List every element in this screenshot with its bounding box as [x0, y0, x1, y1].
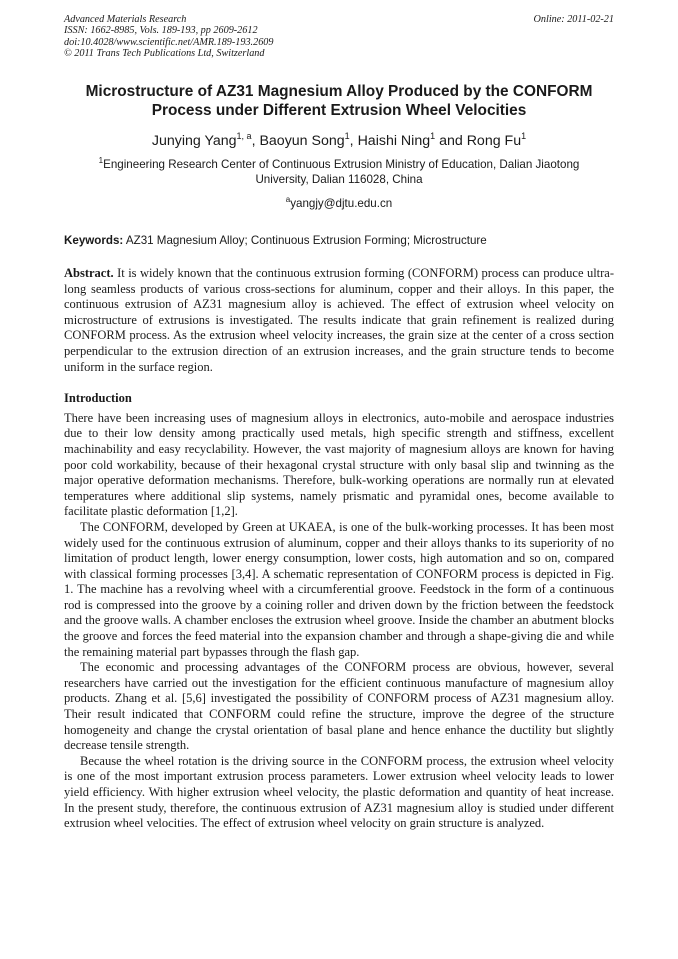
journal-name: Advanced Materials Research: [64, 14, 187, 25]
author-separator: ,: [251, 133, 260, 149]
section-heading-introduction: Introduction: [64, 391, 132, 406]
keywords: [64, 233, 614, 248]
affiliation: [64, 157, 614, 187]
abstract: [64, 266, 614, 375]
keywords-label: Keywords:: [64, 234, 124, 247]
author-name: Baoyun Song: [259, 133, 345, 149]
author-name: Haishi Ning: [357, 133, 431, 149]
author-name: Rong Fu: [466, 133, 522, 149]
abstract-label: Abstract.: [64, 266, 114, 280]
email-mark: a: [285, 195, 291, 204]
affiliation-text: Engineering Research Center of Continuous Extrusion Ministry of Education, Dalian Jiaotong University, Dalian 116028, China: [103, 158, 580, 186]
paper-page: [64, 14, 614, 832]
affiliation-mark: 1: [98, 156, 104, 165]
email-address: yangjy@djtu.edu.cn: [290, 197, 393, 210]
body-paragraph: There have been increasing uses of magnesium alloys in electronics, auto-mobile and aerospace industries due to their low density among practically used metals, high specific strength and stiffness, excellent machinability and easy recyclability. However, the vast majority of magnesium alloys are known for having poor cold workability, because of their hexagonal crystal structure with only basal slip and twinning as the major operative deformation mechanisms. Therefore, bulk-working operations are normally run at elevated temperatures where additional slip systems, namely prismatic and pyramidal ones, become available to facilitate plastic deformation [1,2].: [64, 410, 614, 519]
author-separator: ,: [349, 133, 358, 149]
journal-header: [64, 14, 614, 64]
body-paragraph: The CONFORM, developed by Green at UKAEA, is one of the bulk-working processes. It has been most widely used for the continuous extrusion of aluminum, copper and their alloys thanks to its superiority of no limitation of product length, lower energy consumption, lower costs, high automation and so on, compared with classical forming processes [3,4]. A schematic representation of CONFORM process is depicted in Fig. 1. The machine has a revolving wheel with a circumferential groove. Feedstock in the form of a continuous rod is compressed into the groove by a coining roller and driven down by the friction between the feedstock and the groove walls. A chamber encloses the extrusion wheel groove. Inside the chamber an abutment blocks the groove and forces the feed material into the expansion chamber and through a shape-giving die and while the remaining material part bypasses through the flash gap.: [64, 519, 614, 659]
issn-line: ISSN: 1662-8985, Vols. 189-193, pp 2609-2612: [64, 25, 258, 37]
journal-info: [64, 14, 273, 60]
author-list: [64, 132, 614, 150]
keywords-text: AZ31 Magnesium Alloy; Continuous Extrusion Forming; Microstructure: [125, 234, 487, 247]
body-paragraph: Because the wheel rotation is the driving source in the CONFORM process, the extrusion wheel velocity is one of the most important extrusion process parameters. Lower extrusion wheel velocity leads to lower yield efficiency. With higher extrusion wheel velocity, the plastic deformation and quantity of heat increase. In the present study, therefore, the continuous extrusion of AZ31 magnesium alloy is studied under different extrusion wheel velocities. The effect of extrusion wheel velocity on grain structure is analyzed.: [64, 753, 614, 831]
author-email: [64, 196, 614, 211]
author-affiliation-mark: 1: [521, 131, 527, 141]
doi-line: doi:10.4028/www.scientific.net/AMR.189-193.2609: [64, 36, 274, 48]
author-affiliation-mark: 1: [430, 131, 436, 141]
paper-title: Microstructure of AZ31 Magnesium Alloy Produced by the CONFORM Process under Different Extrusion Wheel Velocities: [85, 83, 593, 119]
copyright-line: © 2011 Trans Tech Publications Ltd, Switzerland: [64, 48, 265, 60]
abstract-text: It is widely known that the continuous extrusion forming (CONFORM) process can produce ultra-long seamless products of various cross-sections for aluminum, copper and their alloys. In this paper, the continuous extrusion of AZ31 magnesium alloy is achieved. The effect of extrusion wheel velocity on microstructure of extrusions is investigated. The results indicate that grain refinement is realized during CONFORM process. As the extrusion wheel velocity increases, the grain size at the center of a cross section perpendicular to the extrusion direction of an extrusion increases, and the grain structure tends to become uniform in the surface region.: [64, 266, 615, 374]
author-affiliation-mark: 1: [344, 131, 350, 141]
body-paragraph: The economic and processing advantages of the CONFORM process are obvious, however, several researchers have carried out the investigation for the efficient continuous manufacture of magnesium alloy products. Zhang et al. [5,6] investigated the possibility of CONFORM process of AZ31 magnesium alloy. Their result indicated that CONFORM could refine the structure, improve the degree of the structure homogeneity and change the crystal orientation of basal plane and hence enhance the ductility but slightly decrease tensile strength.: [64, 660, 614, 753]
online-date: Online: 2011-02-21: [533, 14, 614, 25]
author-name: Junying Yang: [151, 133, 237, 149]
author-affiliation-mark: 1, a: [236, 131, 252, 141]
author-separator: and: [435, 133, 467, 149]
